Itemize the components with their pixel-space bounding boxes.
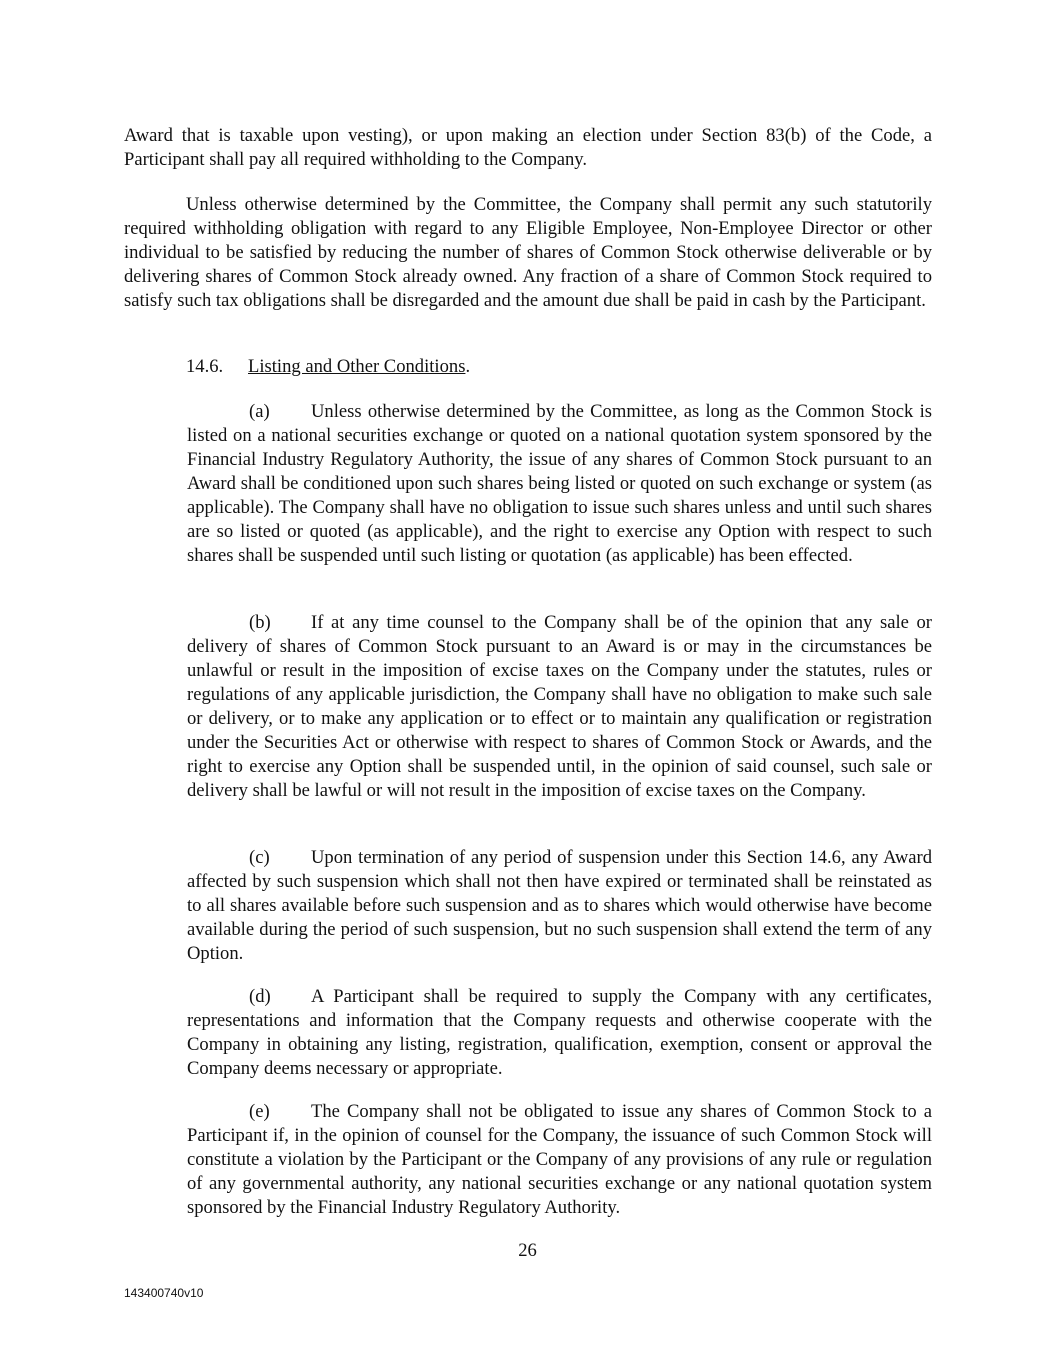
subsection-d: [187, 985, 932, 1081]
subsection-c: [187, 846, 932, 966]
subsection-label: (e): [249, 1101, 270, 1122]
subsection-text: A Participant shall be required to supply the Company with any certificates, representations and information that the Company requests and otherwise cooperate with the Company in obtaining any listing, registration, qualification, exemption, consent or approval the Company deems necessary or appropriate.: [187, 986, 932, 1079]
subsection-e: [187, 1100, 932, 1220]
section-title: Listing and Other Conditions: [248, 356, 466, 377]
subsection-text: Upon termination of any period of suspension under this Section 14.6, any Award affected by such suspension which shall not then have expired or terminated shall be reinstated as to all shares available before such suspension and as to shares which would otherwise have become available during the period of such suspension, but no such suspension shall extend the term of any Option.: [187, 847, 932, 964]
section-title-suffix: .: [465, 356, 471, 377]
subsection-a: [187, 400, 932, 568]
subsection-text: Unless otherwise determined by the Committee, as long as the Common Stock is listed on a national securities exchange or quoted on a national quotation system sponsored by the Financial Industry Regulatory Authority, the issue of any shares of Common Stock pursuant to an Award shall be conditioned upon such shares being listed or quoted on such exchange or system (as applicable). The Company shall have no obligation to issue such shares unless and until such shares are so listed or quoted (as applicable), and the right to exercise any Option with respect to such shares shall be suspended until such listing or quotation (as applicable) has been effected.: [187, 401, 932, 566]
section-heading: [186, 355, 786, 379]
paragraph-withholding: Unless otherwise determined by the Committee, the Company shall permit any such statutorily required withholding obligation with regard to any Eligible Employee, Non-Employee Director or other individual to be satisfied by reducing the number of shares of Common Stock otherwise deliverable or by delivering shares of Common Stock already owned. Any fraction of a share of Common Stock required to satisfy such tax obligations shall be disregarded and the amount due shall be paid in cash by the Participant.: [124, 194, 932, 311]
subsection-label: (d): [249, 986, 271, 1007]
page-number: 26: [518, 1240, 537, 1261]
subsection-label: (b): [249, 612, 271, 633]
subsection-b: [187, 611, 932, 803]
subsection-label: (a): [249, 401, 270, 422]
paragraph-continuation: Award that is taxable upon vesting), or upon making an election under Section 83(b) of the Code, a Participant shall pay all required withholding to the Company.: [124, 125, 932, 170]
subsection-text: The Company shall not be obligated to issue any shares of Common Stock to a Participant if, in the opinion of counsel for the Company, the issuance of such Common Stock will constitute a violation by the Participant or the Company of any provisions of any rule or regulation of any governmental authority, any national securities exchange or any national quotation system sponsored by the Financial Industry Regulatory Authority.: [187, 1101, 932, 1218]
document-id-footer: 143400740v10: [124, 1286, 204, 1300]
subsection-label: (c): [249, 847, 270, 868]
section-number: 14.6.: [186, 356, 224, 377]
subsection-text: If at any time counsel to the Company shall be of the opinion that any sale or delivery of shares of Common Stock pursuant to an Award is or may in the circumstances be unlawful or result in the imposition of excise taxes on the Company under the statutes, rules or regulations of any applicable jurisdiction, the Company shall have no obligation to make such sale or delivery, or to make any application or to effect or to maintain any qualification or registration under the Securities Act or otherwise with respect to shares of Common Stock or Awards, and the right to exercise any Option shall be suspended until, in the opinion of said counsel, such sale or delivery shall be lawful or will not result in the imposition of excise taxes on the Company.: [187, 612, 932, 801]
